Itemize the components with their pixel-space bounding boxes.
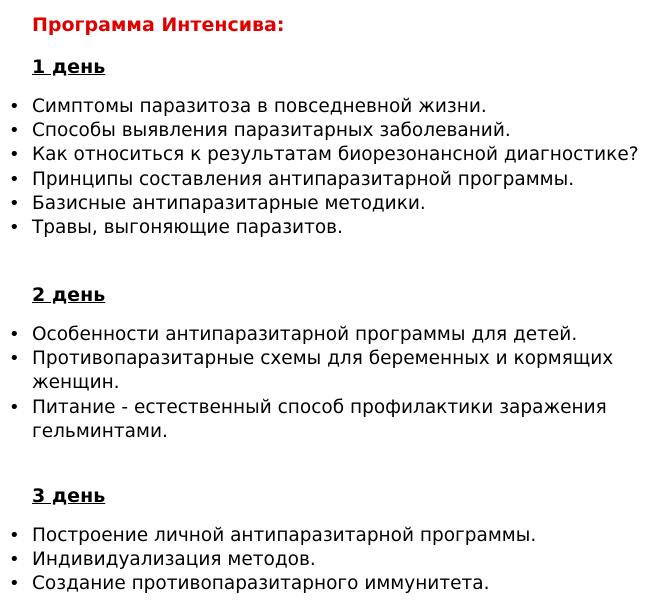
bullet-icon: • [9, 120, 20, 142]
day-1-list [0, 95, 650, 240]
list-item: • Принципы составления антипаразитарной программы. [0, 168, 650, 192]
list-item: • Способы выявления паразитарных заболеваний. [0, 119, 650, 143]
day-1-heading: 1 день [32, 56, 106, 78]
list-item: • Особенности антипаразитарной программы для детей. [0, 323, 650, 347]
list-item: • Симптомы паразитоза в повседневной жизни. [0, 95, 650, 119]
day-2-heading: 2 день [32, 284, 106, 306]
list-item: • Питание - естественный способ профилактики заражения гельминтами. [9, 396, 607, 442]
day-3-list [0, 524, 650, 597]
list-item: • Травы, выгоняющие паразитов. [0, 216, 650, 240]
bullet-icon: • [9, 324, 20, 345]
bullet-icon: • [9, 144, 20, 166]
bullet-icon: • [9, 168, 20, 190]
bullet-icon: • [9, 96, 20, 117]
bullet-icon: • [9, 348, 20, 370]
list-item: • Противопаразитарные схемы для беременных и кормящих женщин. [9, 348, 614, 394]
bullet-icon: • [9, 192, 20, 214]
program-title: Программа Интенсива: [32, 14, 285, 36]
day-2-list [0, 323, 650, 444]
bullet-icon: • [9, 525, 20, 546]
bullet-icon: • [9, 573, 20, 595]
bullet-icon: • [9, 549, 20, 571]
list-item: • Построение личной антипаразитарной программы. [0, 524, 650, 548]
list-item: • Создание противопаразитарного иммунитета. [0, 572, 650, 596]
bullet-icon: • [9, 396, 20, 418]
day-3-heading: 3 день [32, 485, 106, 507]
list-item: • Базисные антипаразитарные методики. [0, 192, 650, 216]
list-item: • Индивидуализация методов. [0, 548, 650, 572]
list-item: • Как относиться к результатам биорезонансной диагностике? [0, 143, 650, 167]
bullet-icon: • [9, 217, 20, 239]
